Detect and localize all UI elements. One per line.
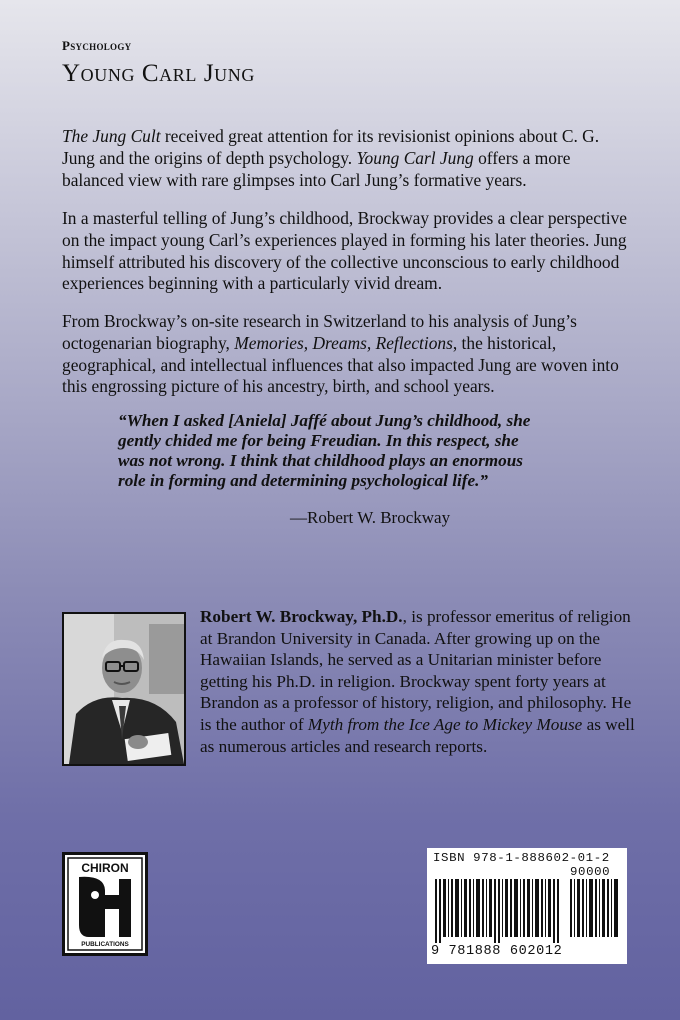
book-title-young-carl-jung: Young Carl Jung bbox=[356, 147, 474, 168]
logo-top-text: CHIRON bbox=[81, 861, 129, 875]
book-title-myth-from-the-ice-age: Myth from the Ice Age to Mickey Mouse bbox=[307, 714, 583, 734]
description-paragraph-2: In a masterful telling of Jung’s childhood, Brockway provides a clear perspective on the impact young Carl’s experiences played in forming his later theories. Jung himself attributed his discovery of the collective unconscious to early childhood experiences beginning with a particularly vivid dream. bbox=[62, 208, 628, 294]
logo-bottom-text: PUBLICATIONS bbox=[81, 941, 129, 948]
isbn-barcode bbox=[427, 848, 627, 964]
description-paragraph-3 bbox=[62, 311, 628, 398]
price-code: 90000 bbox=[570, 865, 611, 879]
category-label: Psychology bbox=[62, 38, 132, 53]
author-photo bbox=[62, 612, 186, 766]
paragraph-1-text-a: received great attention for its revisionist opinions about C. G. Jung and the origins of depth psychology. bbox=[62, 126, 600, 168]
barcode-digits: 9 781888 602012 bbox=[431, 944, 563, 959]
description-paragraph-1 bbox=[62, 126, 628, 191]
ean-barcode-bars bbox=[433, 879, 559, 943]
paragraph-3-text-a: From Brockway’s on-site research in Switzerland to his analysis of Jung’s octogenarian biography, bbox=[62, 311, 577, 353]
author-bio bbox=[200, 606, 640, 757]
isbn-label: ISBN 978-1-888602-01-2 bbox=[433, 851, 610, 865]
author-bio-text-a: , is professor emeritus of religion at Brandon University in Canada. After growing up on the Hawaiian Islands, he served as a Unitarian minister before getting his Ph.D. in religion. Brockway spent forty years at Brandon as a professor of history, religion, and philosophy. He is the author of bbox=[200, 607, 632, 734]
paragraph-3-text-b: , the historical, geographical, and intellectual influences that also impacted Jung are woven into this engrossing picture of his ancestry, birth, and school years. bbox=[62, 332, 619, 397]
paragraph-1-text-b: offers a more balanced view with rare glimpses into Carl Jung’s formative years. bbox=[62, 147, 571, 190]
book-title: Young Carl Jung bbox=[62, 60, 255, 87]
book-title-memories-dreams-reflections: Memories, Dreams, Reflections bbox=[234, 332, 453, 353]
author-photo-image bbox=[64, 614, 184, 764]
chiron-publications-logo bbox=[62, 852, 148, 956]
author-bio-text-b: as well as numerous articles and research reports. bbox=[200, 714, 635, 756]
pull-quote: “When I asked [Aniela] Jaffé about Jung’s childhood, she gently chided me for being Freudian. In this respect, she was not wrong. I think that childhood plays an enormous role in forming and determining psychological life.” bbox=[118, 411, 531, 490]
chiron-logo-graphic bbox=[65, 855, 145, 953]
quote-attribution: —Robert W. Brockway bbox=[290, 508, 451, 527]
book-title-the-jung-cult: The Jung Cult bbox=[62, 126, 161, 146]
author-name: Robert W. Brockway, Ph.D. bbox=[200, 607, 403, 626]
price-addon-bars bbox=[569, 879, 621, 937]
